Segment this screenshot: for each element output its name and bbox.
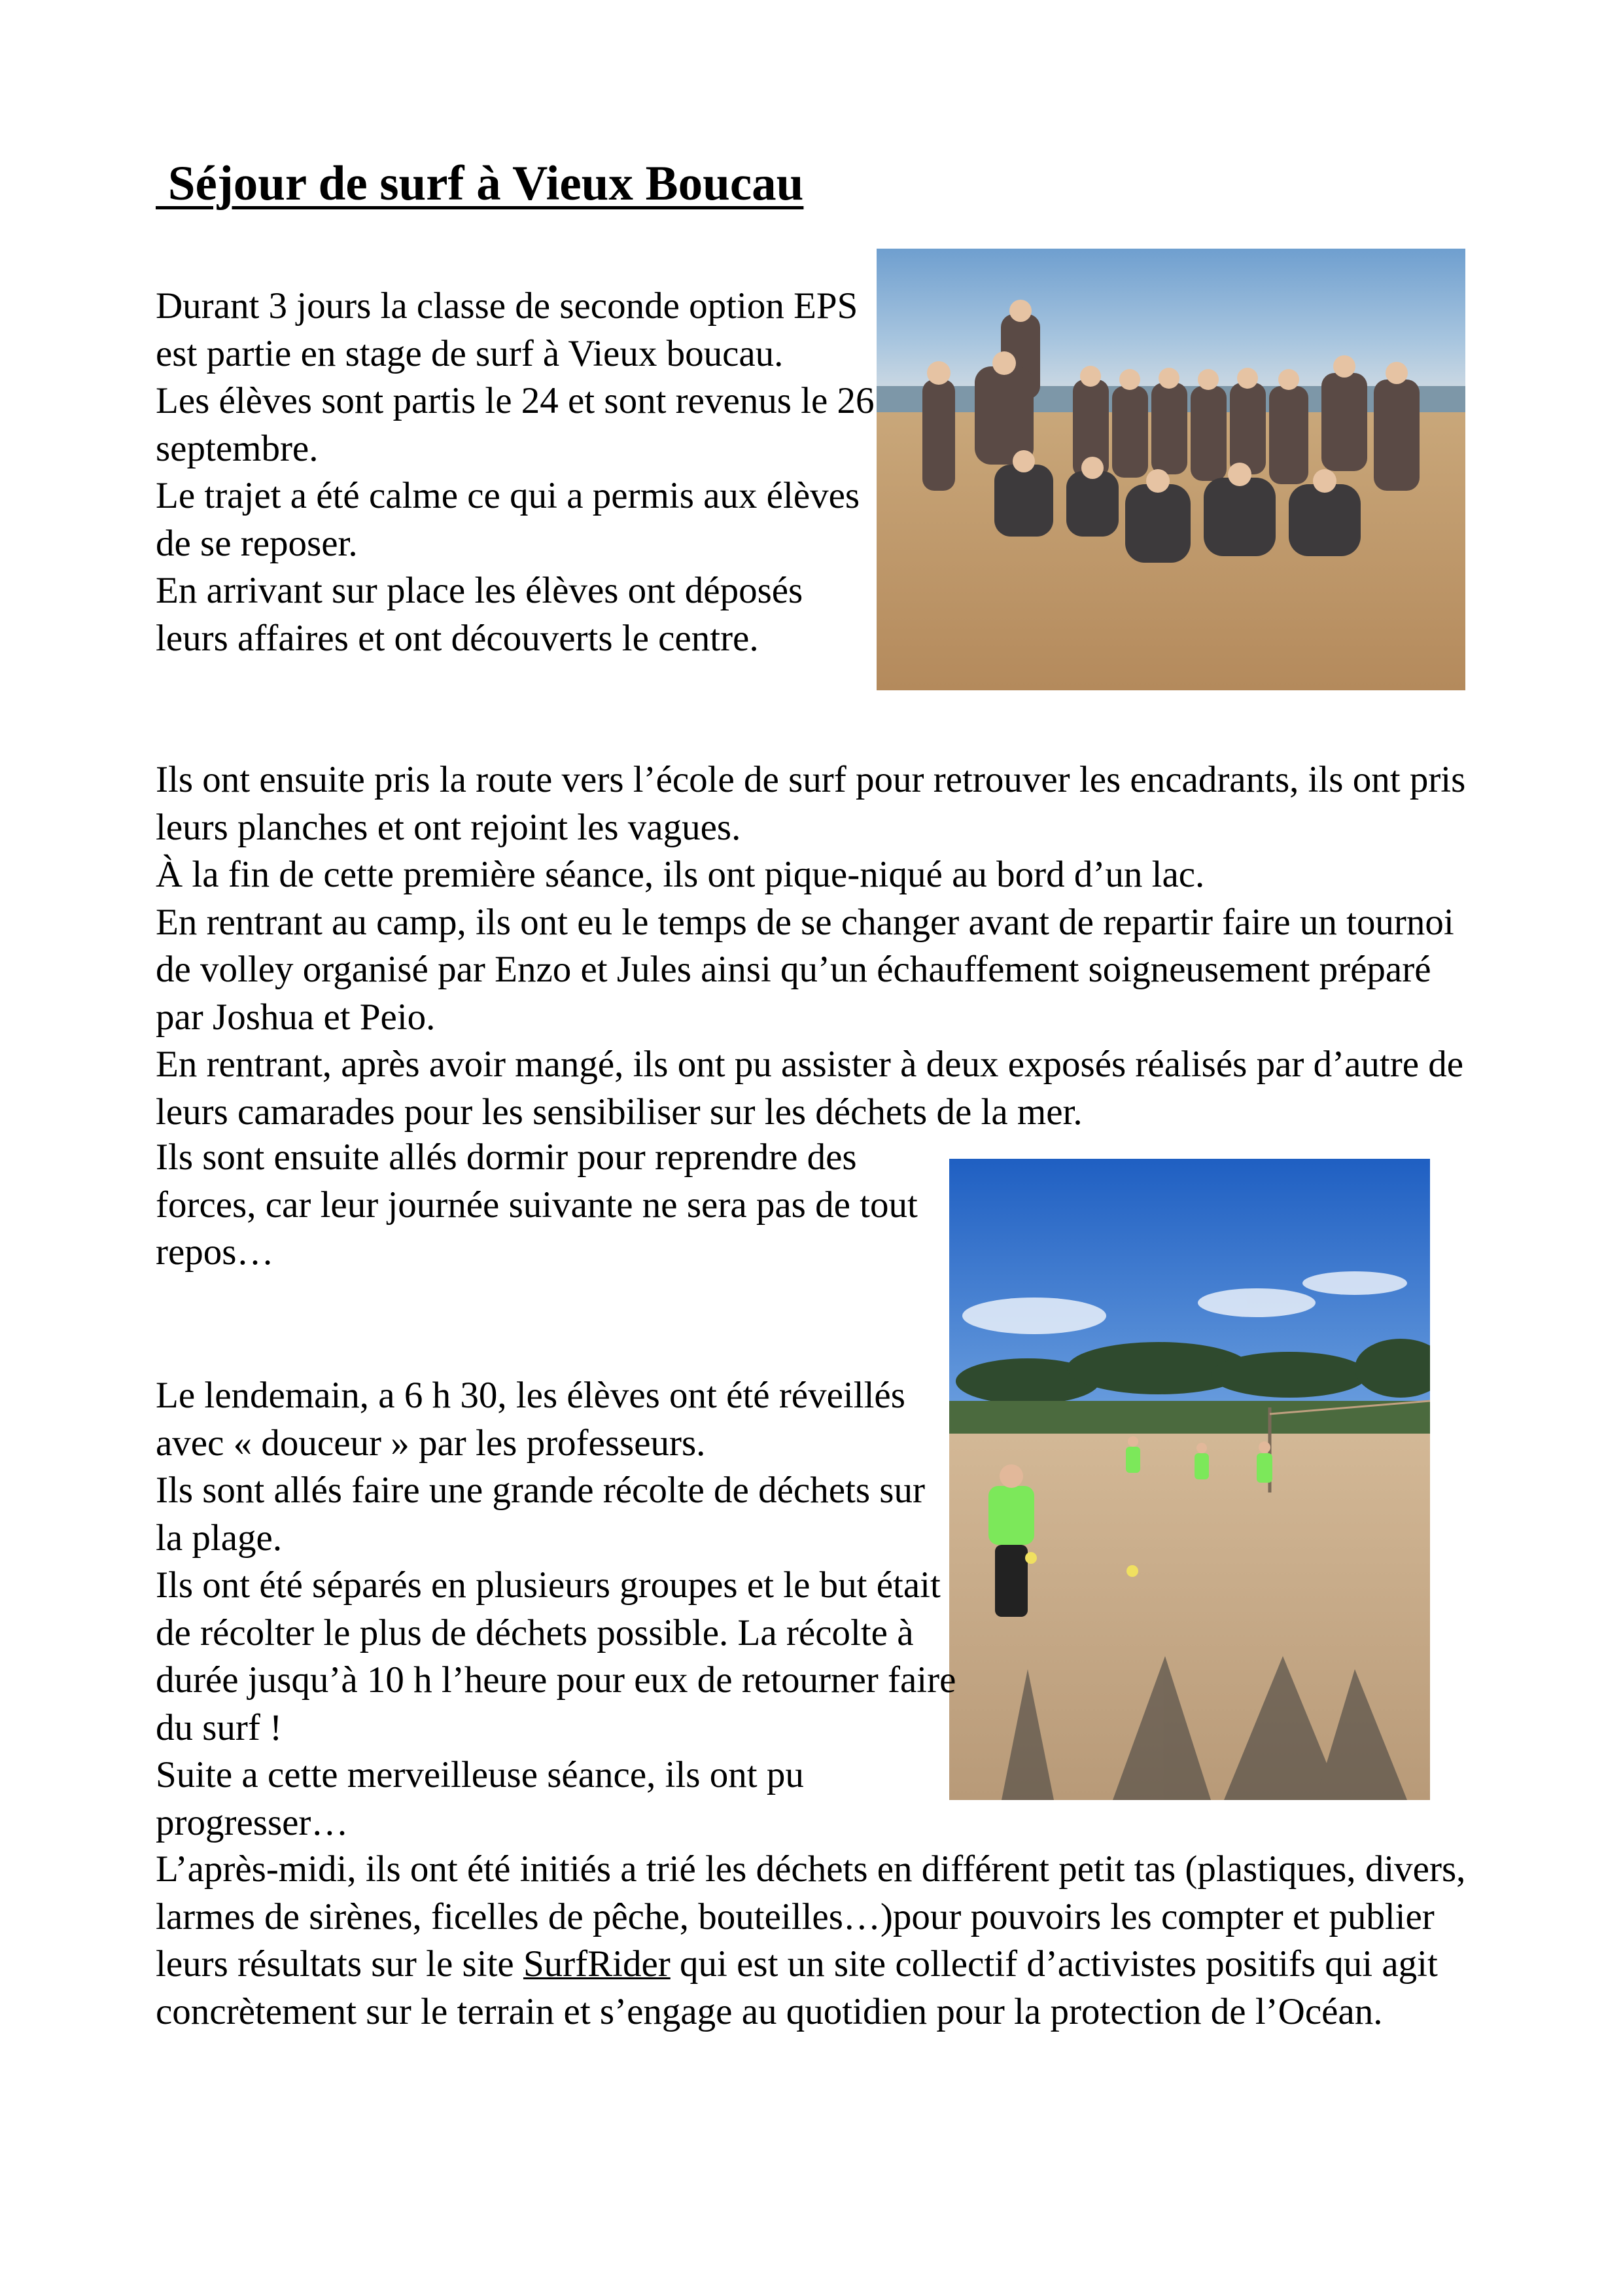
paragraph-night: [156, 1134, 954, 1277]
text-line: Ils ont ensuite pris la route vers l’école de surf pour retrouver les encadrants, ils ont pris leurs planches et ont rejoint les vagues.: [156, 759, 1466, 848]
paragraph-second-day: [156, 1372, 960, 1846]
text-line: Ils sont allés faire une grande récolte de déchets sur la plage.: [156, 1470, 925, 1559]
paragraph-arrival: [156, 283, 882, 662]
text-line: Le trajet a été calme ce qui a permis aux élèves de se reposer.: [156, 475, 860, 564]
text-line: [156, 1846, 1471, 2036]
text-line: Durant 3 jours la classe de seconde option EPS est partie en stage de surf à Vieux boucau.: [156, 285, 858, 374]
text-line: En rentrant, après avoir mangé, ils ont pu assister à deux exposés réalisés par d’autre de leurs camarades pour les sensibiliser sur les déchets de la mer.: [156, 1044, 1464, 1133]
group-photo-beach: [877, 249, 1465, 690]
page-title: Séjour de surf à Vieux Boucau: [156, 156, 804, 211]
text-line: Suite a cette merveilleuse séance, ils ont pu progresser…: [156, 1754, 804, 1843]
text-line: Ils sont ensuite allés dormir pour reprendre des forces, car leur journée suivante ne sera pas de tout repos…: [156, 1137, 918, 1273]
text-line: En rentrant au camp, ils ont eu le temps de se changer avant de repartir faire un tournoi de volley organisé par Enzo et Jules ainsi qu’un échauffement soigneusement préparé par Joshua et Peio.: [156, 901, 1454, 1038]
text-line: Les élèves sont partis le 24 et sont revenus le 26 septembre.: [156, 380, 875, 469]
text-line: Ils ont été séparés en plusieurs groupes et le but était de récolter le plus de déchets possible. La récolte à durée jusqu’à 10 h l’heure pour eux de retourner faire du surf !: [156, 1564, 956, 1748]
beach-volley-photo: [949, 1159, 1430, 1800]
surfrider-link[interactable]: SurfRider: [523, 1943, 671, 1985]
paragraph-first-day: [156, 756, 1471, 1136]
paragraph-afternoon: [156, 1846, 1471, 2036]
text-line: À la fin de cette première séance, ils ont pique-niqué au bord d’un lac.: [156, 854, 1205, 895]
text-after-link: qui est un site collectif d’activistes positifs qui agit concrètement sur le terrain et s’engage au quotidien pour la protection de l’Océan.: [156, 1943, 1438, 2032]
text-before-link: L’après-midi, ils ont été initiés a trié les déchets en différent petit tas (plastiques, divers, larmes de sirènes, ficelles de pêche, bouteilles…)pour pouvoirs les compter et publier leurs résultats sur le site: [156, 1848, 1466, 1985]
text-line: Le lendemain, a 6 h 30, les élèves ont été réveillés avec « douceur » par les professeurs.: [156, 1375, 905, 1464]
text-line: En arrivant sur place les élèves ont déposés leurs affaires et ont découverts le centre.: [156, 570, 803, 659]
